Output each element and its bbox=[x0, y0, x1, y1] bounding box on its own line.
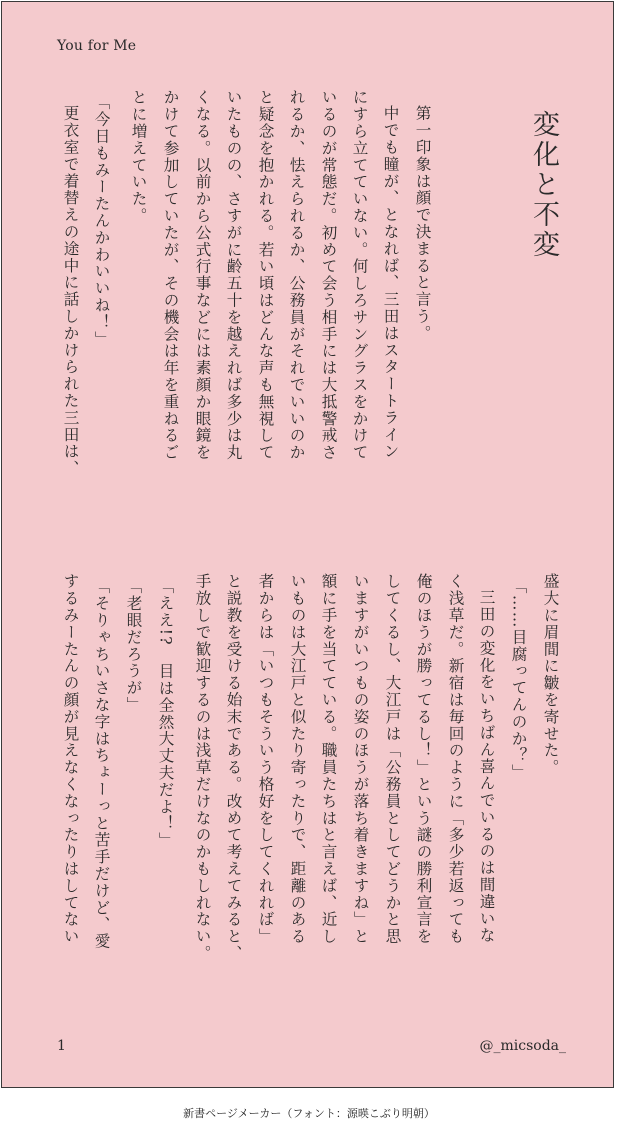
body-column: するみーたんの顔が見えなくなったりはしてない bbox=[61, 573, 80, 945]
story-title: 変化と不変 bbox=[528, 110, 559, 260]
body-column: してくるし、大江戸は「公務員としてどうかと思 bbox=[383, 573, 402, 945]
body-column: 「老眼だろうが」 bbox=[124, 578, 143, 714]
body-column: とに増えていた。 bbox=[129, 89, 148, 225]
author-handle: @_micsoda_ bbox=[479, 1038, 566, 1054]
body-column: と疑念を抱かれる。若い頃はどんな声も無視して bbox=[256, 89, 275, 461]
body-column: いたものの、さすがに齢五十を越えれば多少は丸 bbox=[224, 89, 243, 461]
body-column: いものは大江戸と似たり寄ったりで、距離のある bbox=[288, 573, 307, 945]
page-number: 1 bbox=[57, 1038, 66, 1054]
body-column: 者からは「いつもそういう格好をしてくれれば」 bbox=[256, 573, 275, 945]
body-column: と説教を受ける始末である。改めて考えてみると、 bbox=[224, 573, 243, 962]
body-column: れるか、怯えられるか、公務員がそれでいいのか bbox=[287, 89, 306, 461]
body-column: 「……目腐ってんのか？」 bbox=[509, 578, 528, 781]
body-column: 更衣室で着替えの途中に話しかけられた三田は、 bbox=[61, 105, 80, 477]
generator-credit: 新書ページメーカー（フォント：源暎こぶり明朝） bbox=[183, 1107, 435, 1120]
body-column: く浅草だ。新宿は毎回のように「多少若返っても bbox=[446, 573, 465, 945]
body-column: いるのが常態だ。初めて会う相手には大抵警戒さ bbox=[319, 89, 338, 461]
body-column: 俺のほうが勝ってるし！」という謎の勝利宣言を bbox=[414, 573, 433, 945]
body-column: 「ええ!? 目は全然大丈夫だよ！」 bbox=[156, 578, 175, 849]
body-column: 「そりゃちいさな字はちょーっと苦手だけど、愛 bbox=[92, 578, 111, 950]
body-column: 三田の変化をいちばん喜んでいるのは間違いな bbox=[477, 589, 496, 944]
body-column: にすら立てていない。何しろサングラスをかけて bbox=[350, 89, 369, 461]
book-page bbox=[1, 1, 614, 1088]
body-column: 中でも瞳が、となれば、三田はスタートライン bbox=[381, 105, 400, 460]
body-column: 手放しで歓迎するのは浅草だけなのかもしれない。 bbox=[193, 573, 212, 962]
body-column: 盛大に眉間に皺を寄せた。 bbox=[541, 573, 560, 776]
body-column: 「今日もみーたんかわいいね！」 bbox=[92, 94, 111, 348]
body-column: 第一印象は顔で決まると言う。 bbox=[413, 105, 432, 342]
book-title: You for Me bbox=[57, 38, 137, 54]
body-column: くなる。以前から公式行事などには素顔か眼鏡を bbox=[193, 89, 212, 461]
body-column: 額に手を当てている。職員たちはと言えば、近し bbox=[319, 573, 338, 945]
body-column: いますがいつもの姿のほうが落ち着きますね」と bbox=[351, 573, 370, 945]
body-column: かけて参加していたが、その機会は年を重ねるご bbox=[161, 89, 180, 461]
